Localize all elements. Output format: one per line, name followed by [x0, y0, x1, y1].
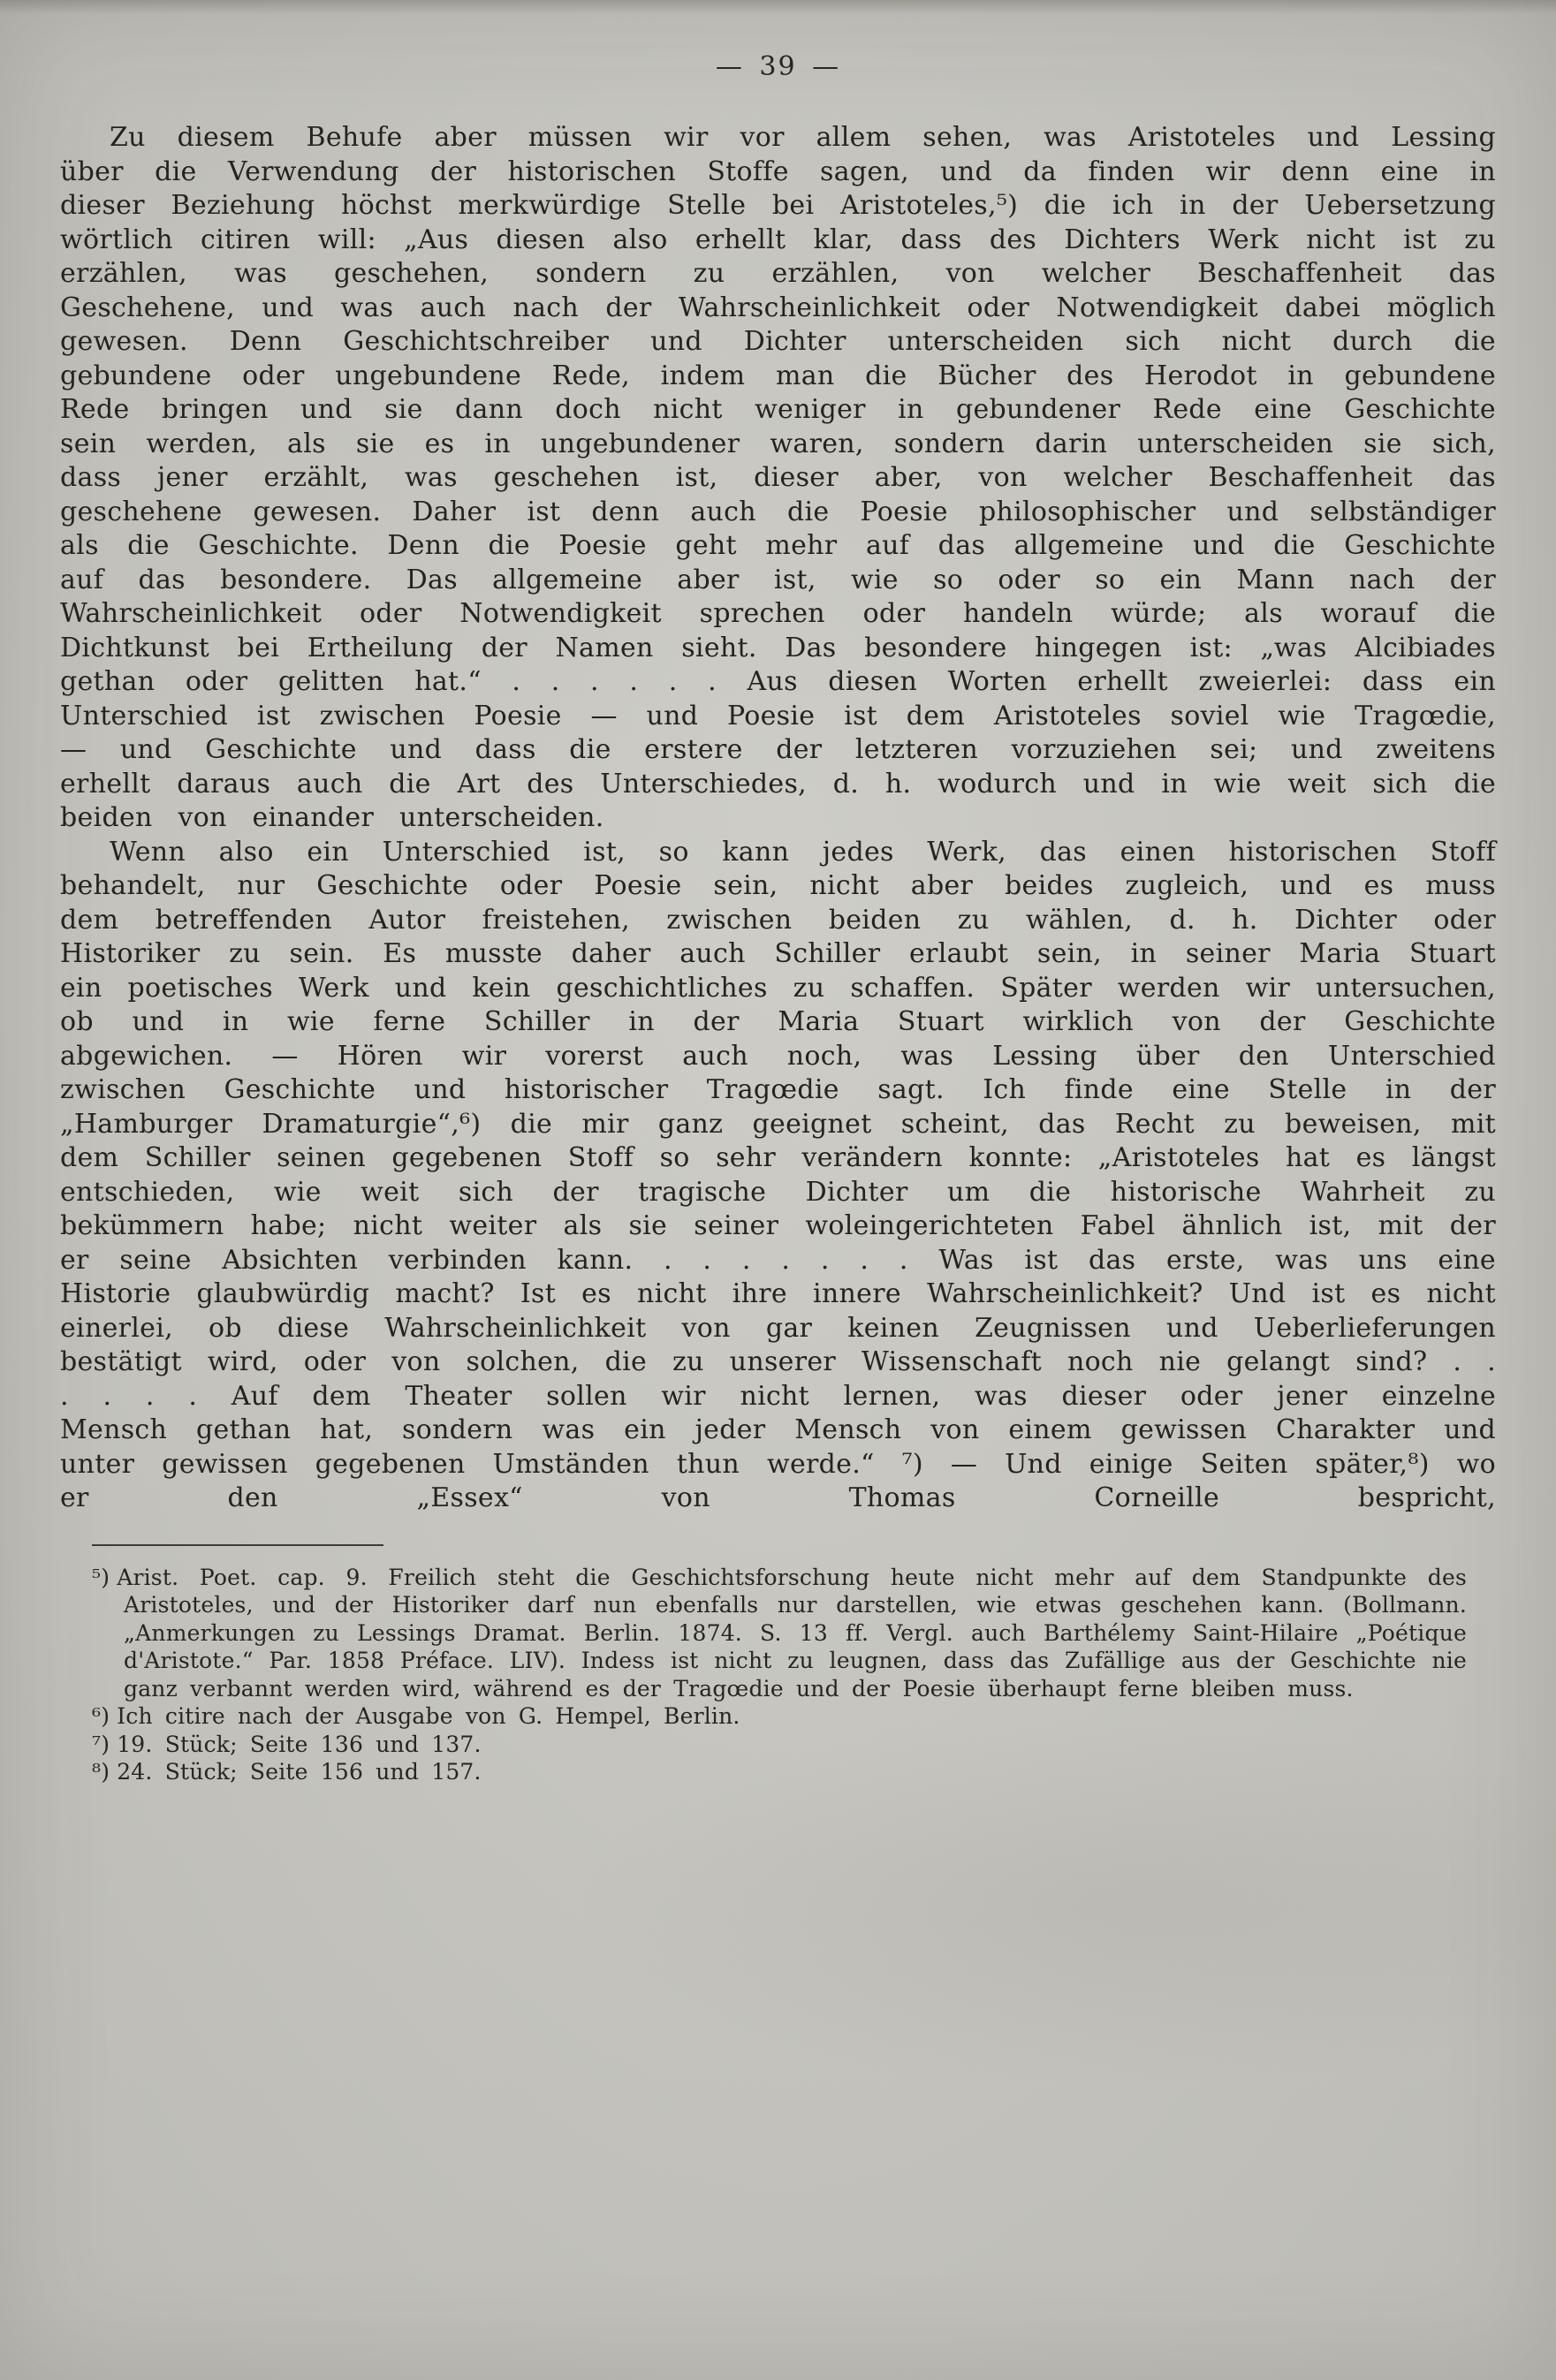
footnote-6-text: Ich citire nach der Ausgabe von G. Hempel, Berlin.: [117, 1703, 740, 1729]
footnote-separator-rule: [92, 1544, 383, 1546]
footnote-5-marker: ⁵): [92, 1564, 110, 1590]
footnote-5-text: Arist. Poet. cap. 9. Freilich steht die Geschichtsforschung heute nicht mehr auf dem Standpunkte des Aristoteles, und der Historiker darf nun ebenfalls nur darstellen, wie etwas geschehen kann. (Bollmann. „Anmerkungen zu Lessings Dramat. Berlin. 1874. S. 13 ff. Vergl. auch Barthélemy Saint-Hilaire „Poétique d'Aristote.“ Par. 1858 Préface. LIV). Indess ist nicht zu leugnen, dass das Zufällige aus der Geschichte nie ganz verbannt werden wird, während es der Tragœdie und der Poesie überhaupt ferne bleiben muss.: [117, 1564, 1467, 1702]
footnote-6-marker: ⁶): [92, 1703, 110, 1729]
footnote-7-marker: ⁷): [92, 1731, 110, 1757]
footnote-7-text: 19. Stück; Seite 136 und 137.: [117, 1731, 482, 1757]
footnote-5: [92, 1564, 1467, 1703]
footnote-8-marker: ⁸): [92, 1759, 110, 1785]
page-number: — 39 —: [715, 51, 841, 82]
paragraph-aristoteles-quote: Zu diesem Behufe aber müssen wir vor allem sehen, was Aristoteles und Lessing über die Verwendung der historischen Stoffe sagen, und da finden wir denn eine in dieser Beziehung höchst merkwürdige Stelle bei Aristoteles,⁵) die ich in der Uebersetzung wörtlich citiren will: „Aus diesen also erhellt klar, dass des Dichters Werk nicht ist zu erzählen, was geschehen, sondern zu erzählen, von welcher Beschaffenheit das Geschehene, und was auch nach der Wahrscheinlichkeit oder Notwendigkeit dabei möglich gewesen. Denn Geschichtschreiber und Dichter unterscheiden sich nicht durch die gebundene oder ungebundene Rede, indem man die Bücher des Herodot in gebundene Rede bringen und sie dann doch nicht weniger in gebundener Rede eine Geschichte sein werden, als sie es in ungebundener waren, sondern darin unterscheiden sie sich, dass jener erzählt, was geschehen ist, dieser aber, von welcher Beschaffenheit das geschehene gewesen. Daher ist denn auch die Poesie philosophischer und selbständiger als die Geschichte. Denn die Poesie geht mehr auf das allgemeine und die Geschichte auf das besondere. Das allgemeine aber ist, wie so oder so ein Mann nach der Wahrscheinlichkeit oder Notwendigkeit sprechen oder handeln würde; als worauf die Dichtkunst bei Ertheilung der Namen sieht. Das besondere hingegen ist: „was Alcibiades gethan oder gelitten hat.“ . . . . . . Aus diesen Worten erhellt zweierlei: dass ein Unterschied ist zwischen Poesie — und Poesie ist dem Aristoteles soviel wie Tragœdie, — und Geschichte und dass die erstere der letzteren vorzuziehen sei; und zweitens erhellt daraus auch die Art des Unterschiedes, d. h. wodurch und in wie weit sich die beiden von einander unterscheiden.: [60, 122, 1496, 833]
footnote-8: [92, 1758, 1467, 1786]
main-text-block: [60, 121, 1496, 1516]
footnote-7: [92, 1731, 1467, 1759]
paragraph-lessing-discussion: Wenn also ein Unterschied ist, so kann jedes Werk, das einen historischen Stoff behandelt, nur Geschichte oder Poesie sein, nicht aber beides zugleich, und es muss dem betreffenden Autor freistehen, zwischen beiden zu wählen, d. h. Dichter oder Historiker zu sein. Es musste daher auch Schiller erlaubt sein, in seiner Maria Stuart ein poetisches Werk und kein geschichtliches zu schaffen. Später werden wir untersuchen, ob und in wie ferne Schiller in der Maria Stuart wirklich von der Geschichte abgewichen. — Hören wir vorerst auch noch, was Lessing über den Unterschied zwischen Geschichte und historischer Tragœdie sagt. Ich finde eine Stelle in der „Hamburger Dramaturgie“,⁶) die mir ganz geeignet scheint, das Recht zu beweisen, mit dem Schiller seinen gegebenen Stoff so sehr verändern konnte: „Aristoteles hat es längst entschieden, wie weit sich der tragische Dichter um die historische Wahrheit zu bekümmern habe; nicht weiter als sie seiner woleingerichteten Fabel ähnlich ist, mit der er seine Absichten verbinden kann. . . . . . . . Was ist das erste, was uns eine Historie glaubwürdig macht? Ist es nicht ihre innere Wahrscheinlichkeit? Und ist es nicht einerlei, ob diese Wahrscheinlichkeit von gar keinen Zeugnissen und Ueberlieferungen bestätigt wird, oder von solchen, die zu unserer Wissenschaft noch nie gelangt sind? . . . . . . Auf dem Theater sollen wir nicht lernen, was dieser oder jener einzelne Mensch gethan hat, sondern was ein jeder Mensch von einem gewissen Charakter und unter gewissen gegebenen Umständen thun werde.“ ⁷) — Und einige Seiten später,⁸) wo er den „Essex“ von Thomas Corneille bespricht,: [60, 836, 1496, 1513]
footnote-8-text: 24. Stück; Seite 156 und 157.: [117, 1759, 482, 1785]
footnotes-section: [92, 1564, 1467, 1786]
footnote-6: [92, 1702, 1467, 1731]
page-content: [60, 51, 1496, 1786]
